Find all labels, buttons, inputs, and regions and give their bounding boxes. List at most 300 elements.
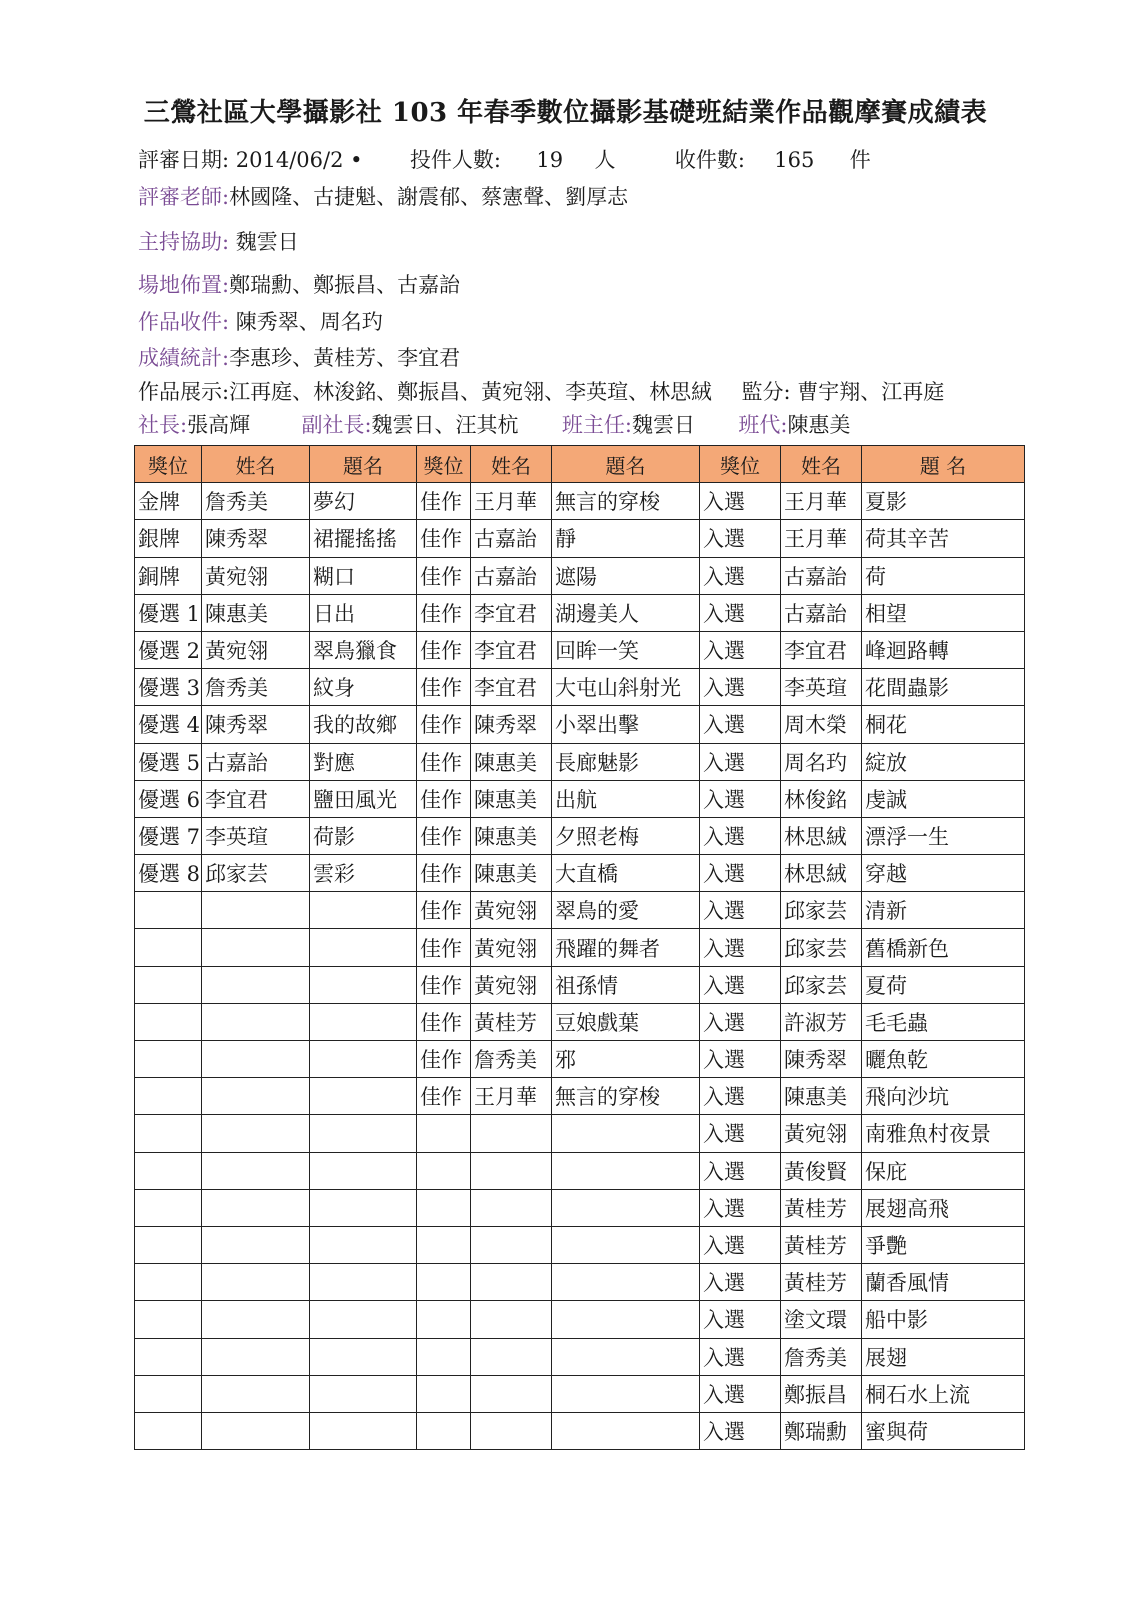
results-table: [134, 445, 1025, 1450]
table-cell: 李宜君: [471, 669, 552, 706]
table-cell: 優選 7: [135, 817, 202, 854]
table-row: [135, 631, 1025, 668]
table-cell: [135, 1115, 202, 1152]
table-cell: 邱家芸: [781, 892, 862, 929]
table-cell: [471, 1226, 552, 1263]
table-cell: 回眸一笑: [552, 631, 700, 668]
table-cell: 大直橋: [552, 855, 700, 892]
table-cell: [471, 1264, 552, 1301]
table-row: [135, 1003, 1025, 1040]
table-cell: [202, 1226, 310, 1263]
table-cell: [135, 1264, 202, 1301]
table-cell: [202, 1041, 310, 1078]
table-cell: [552, 1412, 700, 1449]
column-header: 題名: [310, 446, 417, 483]
table-cell: 佳作: [417, 520, 471, 557]
table-cell: 佳作: [417, 892, 471, 929]
table-cell: 陳惠美: [471, 817, 552, 854]
vice-label: 副社長:: [301, 413, 372, 437]
table-row: [135, 1412, 1025, 1449]
table-cell: [552, 1226, 700, 1263]
date-value: 2014/06/2: [235, 148, 344, 172]
table-cell: [310, 1412, 417, 1449]
table-cell: [202, 966, 310, 1003]
info-line-display: [138, 378, 944, 406]
table-cell: 周名玓: [781, 743, 862, 780]
table-cell: 佳作: [417, 817, 471, 854]
table-cell: [552, 1152, 700, 1189]
table-cell: 佳作: [417, 1041, 471, 1078]
table-cell: 黃桂芳: [471, 1003, 552, 1040]
table-cell: 李英瑄: [781, 669, 862, 706]
table-cell: [310, 1152, 417, 1189]
table-cell: 佳作: [417, 855, 471, 892]
table-cell: 毛毛蟲: [862, 1003, 1025, 1040]
table-cell: 入選: [700, 817, 781, 854]
table-row: [135, 594, 1025, 631]
table-cell: 佳作: [417, 594, 471, 631]
table-cell: 黃桂芳: [781, 1226, 862, 1263]
table-cell: 古嘉詒: [202, 743, 310, 780]
table-cell: 李宜君: [202, 780, 310, 817]
table-cell: 佳作: [417, 706, 471, 743]
table-cell: 入選: [700, 1041, 781, 1078]
judges-value: 林國隆、古捷魁、謝震郁、蔡憲聲、劉厚志: [229, 185, 629, 209]
table-cell: 陳秀翠: [202, 520, 310, 557]
table-cell: 翠鳥獵食: [310, 631, 417, 668]
table-cell: 王月華: [781, 520, 862, 557]
table-cell: 曬魚乾: [862, 1041, 1025, 1078]
judges-label: 評審老師:: [138, 185, 230, 209]
table-cell: [310, 1301, 417, 1338]
table-cell: 陳秀翠: [471, 706, 552, 743]
table-cell: 詹秀美: [471, 1041, 552, 1078]
table-cell: 佳作: [417, 966, 471, 1003]
table-cell: [417, 1189, 471, 1226]
table-cell: [417, 1264, 471, 1301]
stats-label: 成績統計:: [138, 346, 230, 370]
table-cell: [202, 892, 310, 929]
venue-value: 鄭瑞勳、鄭振昌、古嘉詒: [229, 273, 461, 297]
stats-value: 李惠珍、黃桂芳、李宜君: [229, 346, 461, 370]
table-cell: 展翅高飛: [862, 1189, 1025, 1226]
table-cell: 小翠出擊: [552, 706, 700, 743]
table-row: [135, 483, 1025, 520]
table-cell: 黃桂芳: [781, 1264, 862, 1301]
table-cell: 舊橋新色: [862, 929, 1025, 966]
table-cell: 雲彩: [310, 855, 417, 892]
host-label: 主持協助:: [138, 230, 230, 254]
column-header: 題名: [552, 446, 700, 483]
table-cell: 夢幻: [310, 483, 417, 520]
entrants-value: 19: [536, 148, 564, 172]
table-cell: 李宜君: [471, 631, 552, 668]
table-row: [135, 1375, 1025, 1412]
table-cell: 優選 6: [135, 780, 202, 817]
table-cell: [310, 1041, 417, 1078]
table-cell: [552, 1338, 700, 1375]
table-cell: [202, 1152, 310, 1189]
host-value: 魏雲日: [235, 230, 299, 254]
table-cell: 無言的穿梭: [552, 483, 700, 520]
table-row: [135, 743, 1025, 780]
table-cell: [310, 929, 417, 966]
table-cell: [310, 1189, 417, 1226]
table-cell: [471, 1152, 552, 1189]
table-cell: [417, 1375, 471, 1412]
table-cell: 綻放: [862, 743, 1025, 780]
table-row: [135, 706, 1025, 743]
table-cell: [552, 1264, 700, 1301]
table-cell: 佳作: [417, 483, 471, 520]
table-cell: [417, 1301, 471, 1338]
teacher-label: 班主任:: [561, 413, 632, 437]
column-header: 獎位: [417, 446, 471, 483]
table-cell: [552, 1189, 700, 1226]
table-cell: 入選: [700, 1375, 781, 1412]
table-cell: [417, 1152, 471, 1189]
table-cell: 夕照老梅: [552, 817, 700, 854]
table-cell: 銅牌: [135, 557, 202, 594]
table-cell: [471, 1115, 552, 1152]
table-cell: [471, 1375, 552, 1412]
entrants-unit: 人: [594, 148, 616, 172]
table-cell: 船中影: [862, 1301, 1025, 1338]
table-cell: 陳惠美: [471, 780, 552, 817]
table-cell: 古嘉詒: [781, 557, 862, 594]
table-cell: [135, 1041, 202, 1078]
table-cell: 翠鳥的愛: [552, 892, 700, 929]
table-cell: [471, 1338, 552, 1375]
table-cell: 黃宛翎: [471, 929, 552, 966]
table-cell: 黃桂芳: [781, 1189, 862, 1226]
table-cell: 林思絨: [781, 855, 862, 892]
table-row: [135, 780, 1025, 817]
info-line-stats: [138, 344, 460, 372]
table-row: [135, 1226, 1025, 1263]
teacher-value: 魏雲日: [631, 413, 695, 437]
table-cell: 優選 4: [135, 706, 202, 743]
table-cell: 入選: [700, 855, 781, 892]
venue-label: 場地佈置:: [138, 273, 230, 297]
table-cell: [552, 1115, 700, 1152]
table-cell: [202, 1264, 310, 1301]
received-unit: 件: [849, 148, 871, 172]
table-cell: 佳作: [417, 631, 471, 668]
table-row: [135, 1152, 1025, 1189]
info-line-collection: [138, 308, 383, 336]
table-cell: 蜜與荷: [862, 1412, 1025, 1449]
table-cell: 古嘉詒: [781, 594, 862, 631]
table-cell: 桐花: [862, 706, 1025, 743]
supervise-label: 監分:: [741, 380, 791, 404]
table-cell: [202, 1301, 310, 1338]
column-header: 姓名: [781, 446, 862, 483]
table-cell: 黃宛翎: [471, 892, 552, 929]
table-cell: 入選: [700, 1264, 781, 1301]
date-label: 評審日期:: [138, 148, 230, 172]
table-cell: 優選 3: [135, 669, 202, 706]
table-cell: 入選: [700, 1152, 781, 1189]
table-cell: 穿越: [862, 855, 1025, 892]
table-cell: 清新: [862, 892, 1025, 929]
table-cell: 南雅魚村夜景: [862, 1115, 1025, 1152]
table-cell: [310, 1226, 417, 1263]
column-header: 姓名: [202, 446, 310, 483]
table-cell: 飛向沙坑: [862, 1078, 1025, 1115]
supervise-value: 曹宇翔、江再庭: [797, 380, 945, 404]
collection-value: 陳秀翠、周名玓: [235, 310, 383, 334]
table-cell: 入選: [700, 520, 781, 557]
table-cell: 古嘉詒: [471, 520, 552, 557]
table-cell: 入選: [700, 1226, 781, 1263]
table-cell: [135, 1301, 202, 1338]
info-line-host: [138, 228, 299, 256]
table-cell: 王月華: [471, 1078, 552, 1115]
table-cell: 入選: [700, 966, 781, 1003]
table-cell: [471, 1412, 552, 1449]
table-row: [135, 892, 1025, 929]
table-cell: [202, 1338, 310, 1375]
table-cell: 詹秀美: [202, 483, 310, 520]
table-cell: 李英瑄: [202, 817, 310, 854]
table-cell: 入選: [700, 1338, 781, 1375]
table-cell: [310, 1338, 417, 1375]
table-cell: 陳惠美: [202, 594, 310, 631]
table-cell: [471, 1301, 552, 1338]
info-line-date: [138, 146, 871, 174]
table-cell: 李宜君: [471, 594, 552, 631]
table-cell: 無言的穿梭: [552, 1078, 700, 1115]
table-cell: [135, 892, 202, 929]
table-cell: 王月華: [781, 483, 862, 520]
table-cell: 入選: [700, 1078, 781, 1115]
table-cell: 佳作: [417, 1078, 471, 1115]
table-cell: 陳秀翠: [781, 1041, 862, 1078]
table-row: [135, 1301, 1025, 1338]
table-cell: 邪: [552, 1041, 700, 1078]
table-cell: 黃宛翎: [202, 557, 310, 594]
table-cell: [471, 1189, 552, 1226]
table-cell: [202, 1375, 310, 1412]
table-cell: 紋身: [310, 669, 417, 706]
table-cell: [310, 1264, 417, 1301]
table-cell: 許淑芳: [781, 1003, 862, 1040]
table-cell: 古嘉詒: [471, 557, 552, 594]
table-row: [135, 669, 1025, 706]
president-value: 張高輝: [187, 413, 251, 437]
table-cell: [202, 1189, 310, 1226]
table-cell: 優選 1: [135, 594, 202, 631]
table-row: [135, 1078, 1025, 1115]
table-cell: 入選: [700, 631, 781, 668]
table-cell: 遮陽: [552, 557, 700, 594]
table-cell: [135, 1078, 202, 1115]
table-cell: 我的故鄉: [310, 706, 417, 743]
table-cell: [552, 1375, 700, 1412]
table-cell: 長廊魅影: [552, 743, 700, 780]
table-cell: [135, 1412, 202, 1449]
table-cell: [310, 1078, 417, 1115]
rep-value: 陳惠美: [787, 413, 851, 437]
table-row: [135, 966, 1025, 1003]
table-cell: 大屯山斜射光: [552, 669, 700, 706]
table-cell: 周木榮: [781, 706, 862, 743]
table-row: [135, 1115, 1025, 1152]
received-label: 收件數:: [674, 148, 745, 172]
table-cell: 荷: [862, 557, 1025, 594]
table-cell: 鄭振昌: [781, 1375, 862, 1412]
table-cell: 優選 8: [135, 855, 202, 892]
table-cell: 入選: [700, 780, 781, 817]
table-cell: 展翅: [862, 1338, 1025, 1375]
table-cell: [135, 1375, 202, 1412]
table-cell: 桐石水上流: [862, 1375, 1025, 1412]
table-cell: 佳作: [417, 557, 471, 594]
table-cell: 佳作: [417, 1003, 471, 1040]
table-cell: 入選: [700, 669, 781, 706]
table-cell: 入選: [700, 892, 781, 929]
column-header: 題 名: [862, 446, 1025, 483]
table-cell: 入選: [700, 1301, 781, 1338]
column-header: 姓名: [471, 446, 552, 483]
table-cell: [202, 1412, 310, 1449]
table-cell: [417, 1412, 471, 1449]
table-cell: 日出: [310, 594, 417, 631]
table-row: [135, 817, 1025, 854]
table-cell: 虔誠: [862, 780, 1025, 817]
info-line-venue: [138, 271, 460, 299]
table-cell: 夏荷: [862, 966, 1025, 1003]
table-cell: [310, 1003, 417, 1040]
table-cell: 林俊銘: [781, 780, 862, 817]
table-cell: [417, 1226, 471, 1263]
table-cell: 邱家芸: [781, 966, 862, 1003]
table-cell: 入選: [700, 483, 781, 520]
table-cell: 出航: [552, 780, 700, 817]
table-cell: 漂浮一生: [862, 817, 1025, 854]
entrants-label: 投件人數:: [409, 148, 501, 172]
rep-label: 班代:: [738, 413, 788, 437]
table-cell: 湖邊美人: [552, 594, 700, 631]
table-cell: 優選 2: [135, 631, 202, 668]
table-row: [135, 1264, 1025, 1301]
collection-label: 作品收件:: [138, 310, 230, 334]
table-cell: 陳惠美: [471, 855, 552, 892]
table-cell: 相望: [862, 594, 1025, 631]
column-header: 獎位: [135, 446, 202, 483]
table-cell: 黃宛翎: [471, 966, 552, 1003]
table-row: [135, 1041, 1025, 1078]
table-cell: 夏影: [862, 483, 1025, 520]
table-cell: [135, 1226, 202, 1263]
table-cell: 爭艷: [862, 1226, 1025, 1263]
table-cell: 入選: [700, 1412, 781, 1449]
table-cell: 陳惠美: [781, 1078, 862, 1115]
table-cell: 峰迴路轉: [862, 631, 1025, 668]
table-cell: 入選: [700, 1003, 781, 1040]
table-cell: 入選: [700, 594, 781, 631]
date-mark: •: [350, 148, 363, 172]
table-cell: 佳作: [417, 929, 471, 966]
table-cell: [135, 1338, 202, 1375]
table-cell: 糊口: [310, 557, 417, 594]
table-cell: [417, 1115, 471, 1152]
table-cell: 祖孫情: [552, 966, 700, 1003]
table-cell: 李宜君: [781, 631, 862, 668]
table-cell: 保庇: [862, 1152, 1025, 1189]
table-cell: 入選: [700, 557, 781, 594]
header-row: [135, 446, 1025, 483]
table-cell: 荷其辛苦: [862, 520, 1025, 557]
table-cell: [135, 966, 202, 1003]
table-cell: 陳秀翠: [202, 706, 310, 743]
table-cell: 邱家芸: [781, 929, 862, 966]
vice-value: 魏雲日、汪其杭: [371, 413, 519, 437]
table-row: [135, 929, 1025, 966]
table-cell: [135, 1189, 202, 1226]
table-cell: 林思絨: [781, 817, 862, 854]
display-label: 作品展示:: [138, 380, 230, 404]
info-line-officers: [138, 411, 850, 439]
page-title: 三鶯社區大學攝影社 103 年春季數位攝影基礎班結業作品觀摩賽成績表: [143, 98, 988, 128]
table-cell: [135, 1003, 202, 1040]
president-label: 社長:: [138, 413, 188, 437]
table-cell: [202, 1078, 310, 1115]
table-cell: 王月華: [471, 483, 552, 520]
table-cell: [202, 929, 310, 966]
table-cell: [202, 1003, 310, 1040]
table-cell: 佳作: [417, 780, 471, 817]
info-line-judges: [138, 183, 628, 211]
table-cell: 黃宛翎: [781, 1115, 862, 1152]
table-cell: 入選: [700, 1115, 781, 1152]
table-cell: 塗文環: [781, 1301, 862, 1338]
table-cell: [310, 892, 417, 929]
table-row: [135, 1338, 1025, 1375]
table-row: [135, 855, 1025, 892]
column-header: 獎位: [700, 446, 781, 483]
table-cell: [310, 1375, 417, 1412]
table-cell: 鄭瑞勳: [781, 1412, 862, 1449]
table-cell: 蘭香風情: [862, 1264, 1025, 1301]
table-cell: 對應: [310, 743, 417, 780]
table-cell: [552, 1301, 700, 1338]
table-cell: 詹秀美: [202, 669, 310, 706]
table-cell: 荷影: [310, 817, 417, 854]
table-cell: 優選 5: [135, 743, 202, 780]
table-cell: 銀牌: [135, 520, 202, 557]
table-cell: [417, 1338, 471, 1375]
table-cell: 靜: [552, 520, 700, 557]
table-cell: 豆娘戲葉: [552, 1003, 700, 1040]
table-row: [135, 1189, 1025, 1226]
table-cell: 黃俊賢: [781, 1152, 862, 1189]
table-cell: 佳作: [417, 743, 471, 780]
table-cell: 陳惠美: [471, 743, 552, 780]
received-value: 165: [774, 148, 815, 172]
table-row: [135, 557, 1025, 594]
table-cell: [310, 1115, 417, 1152]
table-cell: 裙擺搖搖: [310, 520, 417, 557]
table-cell: 詹秀美: [781, 1338, 862, 1375]
table-cell: 入選: [700, 1189, 781, 1226]
table-cell: 飛躍的舞者: [552, 929, 700, 966]
table-cell: [310, 966, 417, 1003]
table-row: [135, 520, 1025, 557]
table-cell: [135, 1152, 202, 1189]
table-cell: 入選: [700, 706, 781, 743]
